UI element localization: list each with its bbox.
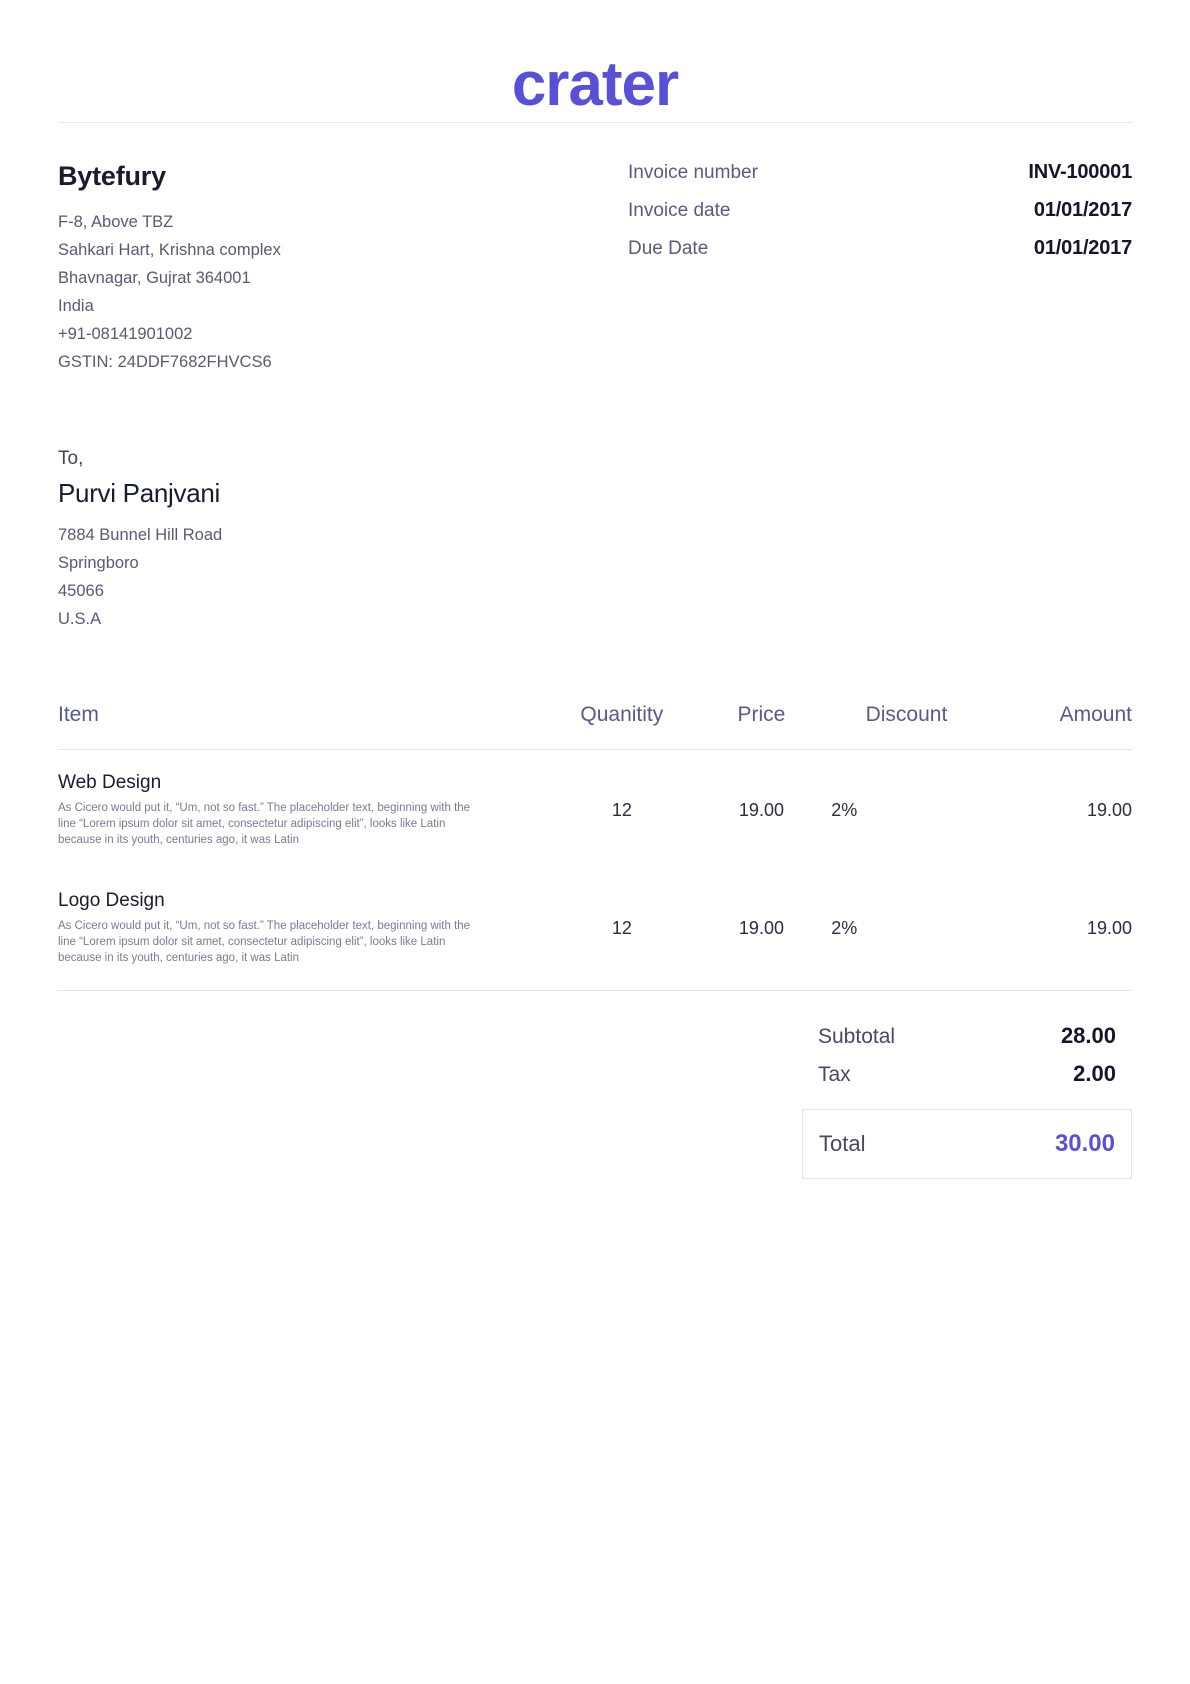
items-table [58,703,1132,991]
grand-total-row [802,1109,1132,1179]
column-header-item: Item [58,703,552,750]
item-amount: 19.00 [1086,799,1132,820]
item-quantity: 12 [611,799,632,820]
subtotal-value: 28.00 [1060,1023,1116,1048]
invoice-header [0,123,1190,376]
bill-to-label: To, [58,448,84,469]
table-row [58,868,1132,991]
invoice-number-row [628,161,1132,184]
item-discount: 2% [831,799,858,820]
company-gstin: GSTIN: 24DDF7682FHVCS6 [58,353,272,371]
bill-to-address-line: 45066 [58,582,104,600]
bill-to-address-line: 7884 Bunnel Hill Road [58,526,223,544]
company-address-line: Bhavnagar, Gujrat 364001 [58,269,251,287]
bill-to-address-line: Springboro [58,554,139,572]
item-cell [58,750,552,869]
item-description: As Cicero would put it, “Um, not so fast.” The placeholder text, beginning with the line “Lorem ipsum dolor sit amet, consectetur adipiscing elit”, looks like Latin because in its youth, centuries ago, it was Latin [58,920,471,964]
item-description: As Cicero would put it, “Um, not so fast.” The placeholder text, beginning with the line “Lorem ipsum dolor sit amet, consectetur adipiscing elit”, looks like Latin because in its youth, centuries ago, it was Latin [58,802,471,846]
totals-inner [802,1017,1132,1179]
company-block [58,161,578,376]
invoice-number-value: INV-100001 [1028,161,1132,183]
items-table-wrapper [0,633,1190,991]
items-table-body [58,750,1132,991]
tax-row [802,1055,1132,1093]
item-discount: 2% [831,868,981,991]
invoice-date-label: Invoice date [628,200,731,221]
column-header-price: Price [692,703,832,750]
items-table-head [58,703,1132,750]
company-phone: +91-08141901002 [58,325,193,343]
crater-logo-text: crater [511,50,679,119]
due-date-label: Due Date [628,238,709,259]
item-name: Logo Design [58,890,165,911]
invoice-date-value: 01/01/2017 [1033,199,1132,221]
item-name: Web Design [58,772,162,793]
items-table-header-row [58,703,1132,750]
bill-to-name: Purvi Panjvani [58,478,220,508]
bill-to-address-line: U.S.A [58,610,102,628]
due-date-value: 01/01/2017 [1033,237,1132,259]
item-price: 19.00 [692,868,832,991]
column-header-quantity: Quanitity [552,703,692,750]
company-name: Bytefury [58,161,166,191]
item-amount: 19.00 [982,868,1132,991]
company-address-line: Sahkari Hart, Krishna complex [58,241,281,259]
company-address [58,208,578,376]
bill-to-block [0,376,1190,633]
total-label: Total [819,1131,866,1156]
item-quantity: 12 [552,868,692,991]
table-row [58,750,1132,869]
bill-to-address [58,521,1132,633]
item-cell [58,868,552,991]
brand-logo [0,0,1190,122]
company-address-line: India [58,297,94,315]
tax-label: Tax [818,1063,851,1086]
invoice-date-row [628,199,1132,222]
totals-block [0,991,1190,1179]
total-value: 30.00 [1054,1130,1115,1157]
subtotal-row [802,1017,1132,1055]
invoice-number-label: Invoice number [628,162,758,183]
due-date-row [628,237,1132,260]
item-price: 19.00 [738,799,784,820]
invoice-meta-block [578,161,1132,376]
subtotal-label: Subtotal [818,1025,896,1048]
company-address-line: F-8, Above TBZ [58,213,174,231]
column-header-amount: Amount [982,703,1132,750]
column-header-discount: Discount [831,703,981,750]
tax-value: 2.00 [1073,1061,1116,1086]
